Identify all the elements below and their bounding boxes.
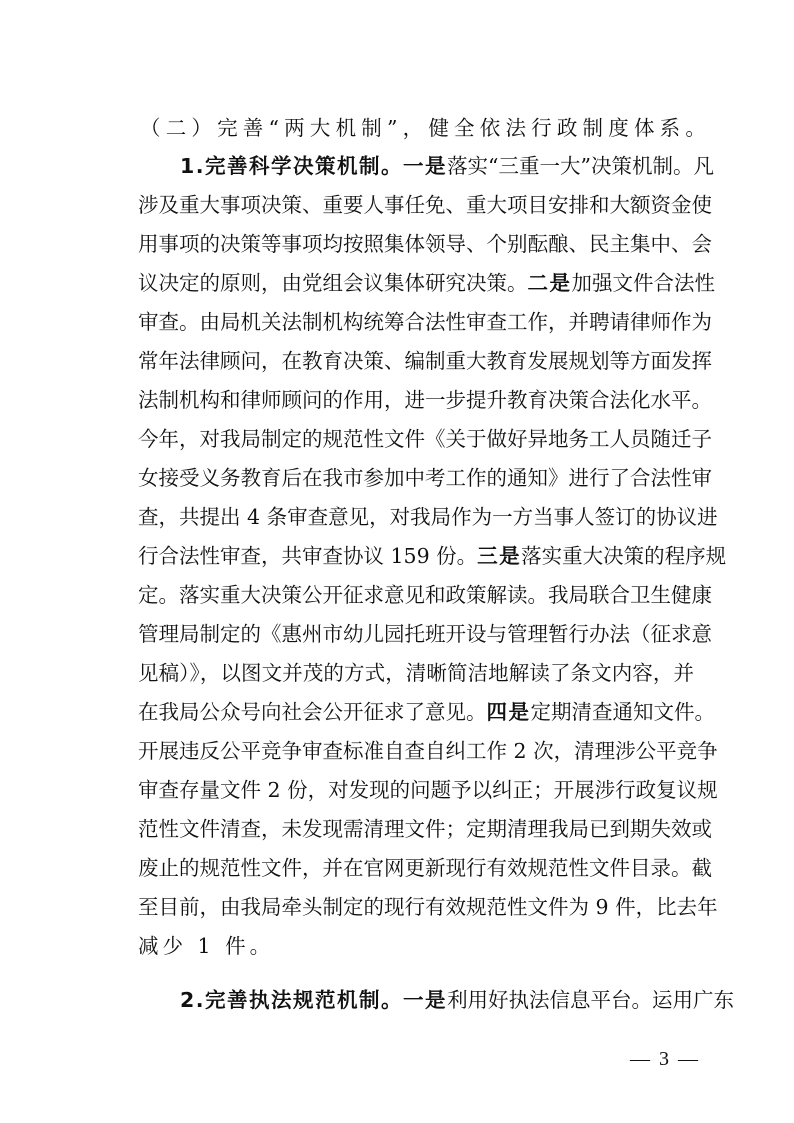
- paragraph-line: 管理局制定的《惠州市幼儿园托班开设与管理暂行办法（征求意: [138, 622, 712, 646]
- page-number: — 3 —: [630, 1048, 700, 1070]
- paragraph-line: 行合法性审查，共审查协议 159 份。三是落实重大决策的程序规: [138, 544, 727, 568]
- paragraph-line: 常年法律顾问，在教育决策、编制重大教育发展规划等方面发挥: [138, 349, 712, 373]
- paragraph-line: 范性文件清查，未发现需清理文件；定期清理我局已到期失效或: [138, 817, 712, 841]
- paragraph-line: 至目前，由我局牵头制定的现行有效规范性文件为 9 件，比去年: [138, 895, 718, 919]
- paragraph-line: 见稿）》，以图文并茂的方式，清晰简洁地解读了条文内容，并: [138, 661, 694, 685]
- paragraph-line: 查，共提出 4 条审查意见，对我局作为一方当事人签订的协议进: [138, 505, 718, 529]
- paragraph-line: 审查存量文件 2 份，对发现的问题予以纠正；开展涉行政复议规: [138, 778, 718, 802]
- paragraph-line: 涉及重大事项决策、重要人事任免、重大项目安排和大额资金使: [138, 193, 712, 217]
- bold-lead: 1.完善科学决策机制。一是: [180, 154, 448, 178]
- paragraph-line: 在我局公众号向社会公开征求了意见。四是定期清查通知文件。: [138, 700, 715, 724]
- paragraph-line: 审查。由局机关法制机构统筹合法性审查工作，并聘请律师作为: [138, 310, 712, 334]
- paragraph-line: 定。落实重大决策公开征求意见和政策解读。我局联合卫生健康: [138, 583, 712, 607]
- paragraph-line: 2.完善执法规范机制。一是利用好执法信息平台。运用广东: [180, 988, 735, 1012]
- bold-lead: 四是: [486, 700, 531, 724]
- paragraph-line: 法制机构和律师顾问的作用，进一步提升教育决策合法化水平。: [138, 388, 712, 412]
- paragraph-line: 女接受义务教育后在我市参加中考工作的通知》进行了合法性审: [138, 466, 712, 490]
- paragraph-line: 开展违反公平竞争审查标准自查自纠工作 2 次，清理涉公平竞争: [138, 739, 718, 763]
- paragraph-line: 废止的规范性文件，并在官网更新现行有效规范性文件目录。截: [138, 856, 712, 880]
- paragraph-line: 议决定的原则，由党组会议集体研究决策。二是加强文件合法性: [138, 271, 715, 295]
- bold-lead: 二是: [527, 271, 572, 295]
- bold-lead: 2.完善执法规范机制。一是: [180, 988, 448, 1012]
- paragraph-line: 今年，对我局制定的规范性文件《关于做好异地务工人员随迁子: [138, 427, 712, 451]
- paragraph-line: 减少 1 件。: [138, 934, 275, 958]
- bold-lead: 三是: [477, 544, 522, 568]
- paragraph-line: 用事项的决策等事项均按照集体领导、个别酝酿、民主集中、会: [138, 232, 712, 256]
- section-heading: （二）完善“两大机制”，健全依法行政制度体系。: [140, 116, 712, 140]
- paragraph-line: 1.完善科学决策机制。一是落实“三重一大”决策机制。凡: [180, 154, 715, 178]
